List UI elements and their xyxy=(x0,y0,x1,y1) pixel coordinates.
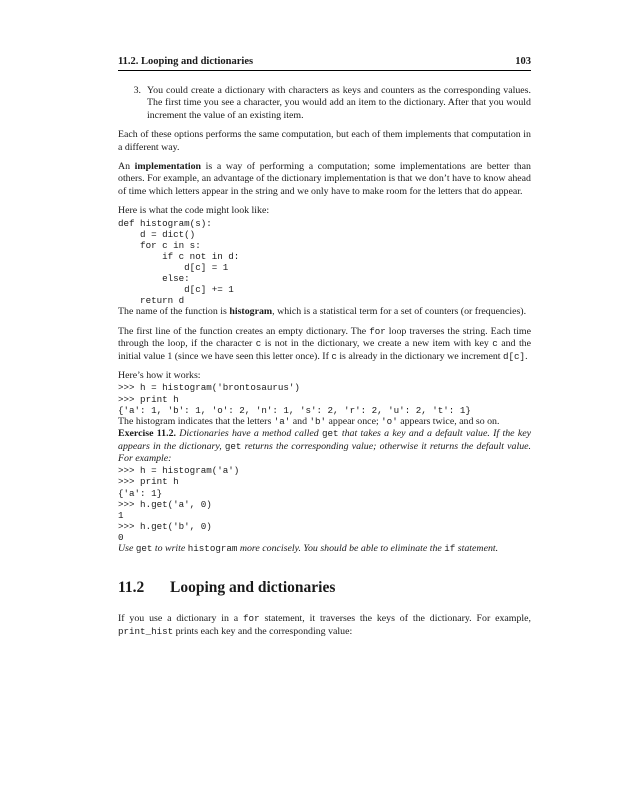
header-page-number: 103 xyxy=(515,56,531,67)
paragraph-options: Each of these options performs the same computation, but each of them implements that computation in a different way. xyxy=(118,129,531,153)
list-item-number: 3. xyxy=(133,85,141,96)
list-item-3 xyxy=(118,85,531,122)
paragraph-looping: If you use a dictionary in a for statement, it traverses the keys of the dictionary. For example, print_hist prints each key and the corresponding value: xyxy=(118,613,532,637)
paragraph-function-name: The name of the function is histogram, which is a statistical term for a set of counters (or frequencies). xyxy=(118,306,527,318)
paragraph-histogram-indicates: The histogram indicates that the letters 'a' and 'b' appear once; 'o' appears twice, and so on. xyxy=(118,415,500,427)
header-section-title: 11.2. Looping and dictionaries xyxy=(118,56,254,67)
paragraph-first-line: The first line of the function creates an empty dictionary. The for loop traverses the string. Each time through the loop, if the character c is not in the dictionary, we create a new item with key c and the initial value 1 (since we have seen this letter once). If c is already in the dictionary we increment d[c]. xyxy=(118,325,532,362)
list-item-text: You could create a dictionary with characters as keys and counters as the corresponding values. The first time you see a character, you would add an item to the dictionary. After that you would increment the value of an existing item. xyxy=(147,85,531,121)
page xyxy=(118,56,531,638)
exercise-11-2: Exercise 11.2. Dictionaries have a method called get that takes a key and a default value. If the key appears in the dictionary, get returns the corresponding value; otherwise it returns the default value. For example: xyxy=(118,428,532,464)
code-block-session: >>> h = histogram('brontosaurus') >>> print h {'a': 1, 'b': 1, 'o': 2, 'n': 1, 's': 2, 'r': 2, 'u': 2, 't': 1} xyxy=(118,382,471,416)
running-header xyxy=(118,56,531,71)
section-number: 11.2 xyxy=(118,579,145,597)
paragraph-implementation: An implementation is a way of performing a computation; some implementations are better than others. For example, an advantage of the dictionary implementation is that we don’t have to know ahead of time which letters appear in the string and we only have to make room for the letters that do appear. xyxy=(118,161,531,197)
term-histogram: histogram xyxy=(229,306,273,318)
exercise-label: Exercise 11.2. xyxy=(118,428,176,440)
section-heading xyxy=(118,579,531,597)
paragraph-code-intro: Here is what the code might look like: xyxy=(118,205,270,217)
code-block-get-example: >>> h = histogram('a') >>> print h {'a': 1} >>> h.get('a', 0) 1 >>> h.get('b', 0) 0 xyxy=(118,465,240,543)
section-title: Looping and dictionaries xyxy=(170,579,336,597)
paragraph-use-get: Use get to write histogram more concisely. You should be able to eliminate the if statement. xyxy=(118,543,499,554)
term-implementation: implementation xyxy=(134,161,202,173)
code-block-histogram: def histogram(s): d = dict() for c in s: if c not in d: d[c] = 1 else: d[c] += 1 return d xyxy=(118,217,240,307)
paragraph-how-it-works: Here’s how it works: xyxy=(118,370,201,382)
